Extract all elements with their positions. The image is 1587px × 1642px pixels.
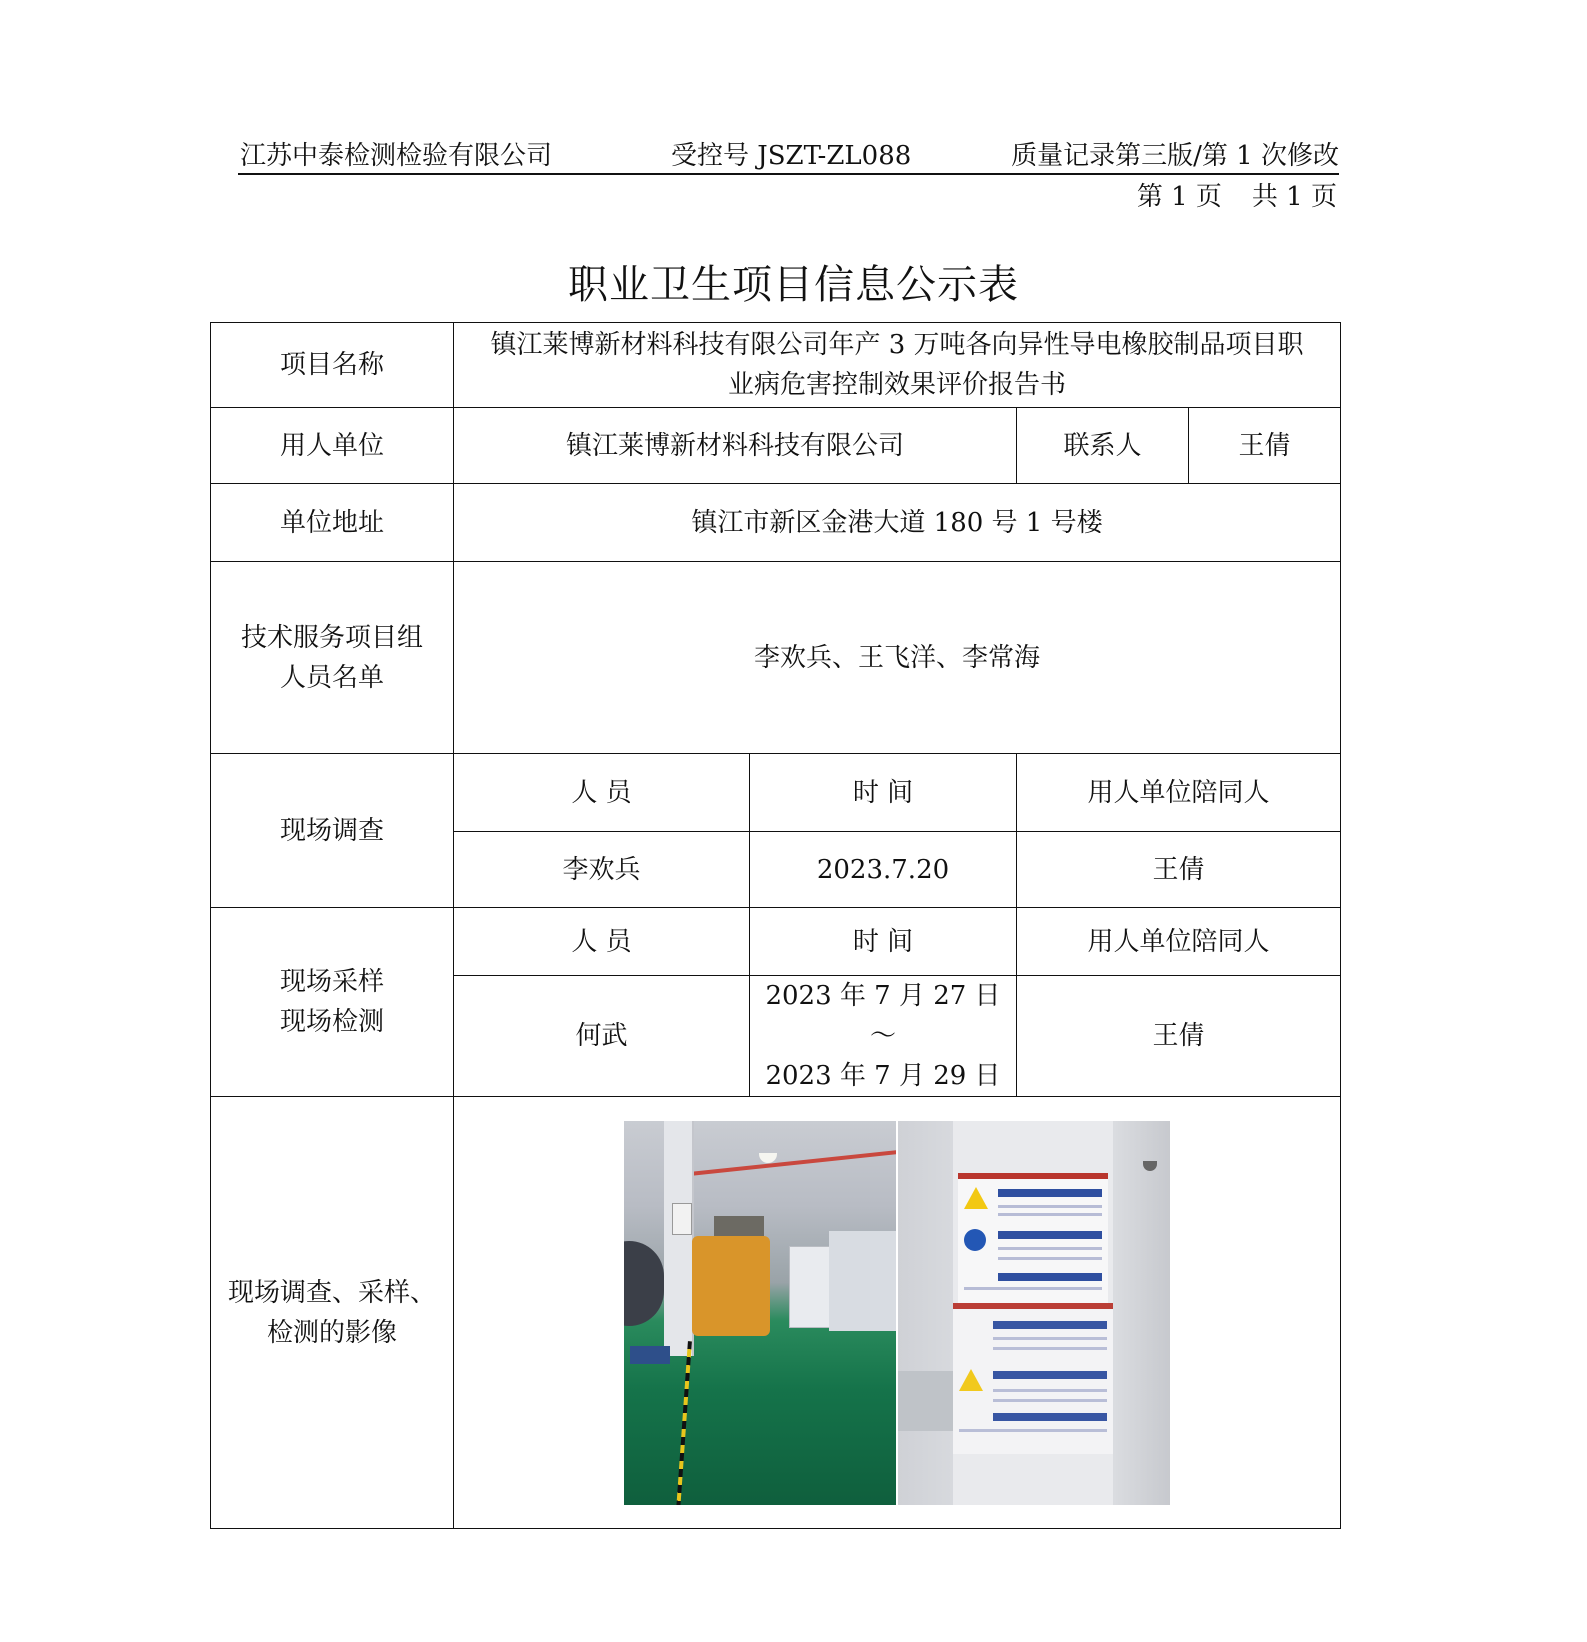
page-number: 第 1 页 [1136, 182, 1222, 212]
project-name-label: 项目名称 [211, 323, 454, 408]
sampling-label-line1: 现场采样 [279, 967, 384, 997]
address-label: 单位地址 [211, 484, 454, 562]
notice-band [993, 1371, 1107, 1379]
control-cabinet [789, 1246, 831, 1328]
page-header [238, 133, 1339, 175]
notice-band [993, 1413, 1107, 1421]
notice-line [993, 1347, 1107, 1350]
project-name-line2: 业病危害控制效果评价报告书 [728, 370, 1067, 400]
info-table [210, 322, 1341, 1529]
document-title: 职业卫生项目信息公示表 [568, 262, 1019, 308]
header-control-number: 受控号 JSZT-ZL088 [671, 141, 912, 171]
hazard-notice-card-1 [958, 1173, 1108, 1304]
notice-band [998, 1189, 1102, 1197]
images-cell [454, 1097, 1341, 1529]
team-value: 李欢兵、王飞洋、李常海 [454, 562, 1341, 754]
notice-line [959, 1429, 1107, 1432]
sampling-col-person: 人 员 [454, 908, 750, 976]
contact-label: 联系人 [1017, 408, 1189, 484]
photo-strip [460, 1121, 1334, 1505]
employer-value: 镇江莱博新材料科技有限公司 [454, 408, 1017, 484]
window [898, 1371, 953, 1431]
images-label-line1: 现场调查、采样、 [227, 1277, 436, 1308]
mask-circle-icon [964, 1229, 988, 1253]
survey-escort: 王倩 [1017, 832, 1341, 908]
notice-band [998, 1231, 1102, 1239]
project-name-line1: 镇江莱博新材料科技有限公司年产 3 万吨各向异性导电橡胶制品项目职 [490, 330, 1304, 360]
ceiling-lamp [1143, 1161, 1157, 1171]
employer-label: 用人单位 [211, 408, 454, 484]
ceiling-beam [684, 1149, 896, 1176]
sampling-col-time: 时 间 [750, 908, 1017, 976]
sampling-time [750, 976, 1017, 1097]
sampling-escort: 王倩 [1017, 976, 1341, 1097]
header-company: 江苏中泰检测检验有限公司 [240, 141, 553, 171]
notice-line [964, 1287, 1102, 1290]
notice-line [993, 1399, 1107, 1402]
team-label [211, 562, 454, 754]
row-sampling-header [211, 908, 1341, 976]
notice-band [998, 1273, 1102, 1281]
contact-value: 王倩 [1189, 408, 1341, 484]
project-name-value [454, 323, 1341, 408]
address-value: 镇江市新区金港大道 180 号 1 号楼 [454, 484, 1341, 562]
team-label-line1: 技术服务项目组 [240, 622, 423, 653]
survey-col-escort: 用人单位陪同人 [1017, 754, 1341, 832]
warning-triangle-icon [964, 1187, 988, 1211]
warning-sign [672, 1203, 692, 1235]
row-survey-header [211, 754, 1341, 832]
notice-line [998, 1257, 1102, 1260]
row-employer [211, 408, 1341, 484]
cart [630, 1346, 670, 1364]
row-team [211, 562, 1341, 754]
ceiling-lamp [759, 1153, 777, 1163]
row-images [211, 1097, 1341, 1529]
row-project-name [211, 323, 1341, 408]
sampling-label [211, 908, 454, 1097]
survey-person: 李欢兵 [454, 832, 750, 908]
photo-notice-board [898, 1121, 1170, 1505]
back-wall [829, 1231, 896, 1331]
sampling-col-escort: 用人单位陪同人 [1017, 908, 1341, 976]
notice-line [993, 1337, 1107, 1340]
notice-line [993, 1389, 1107, 1392]
sampling-time-line2: 2023 年 7 月 29 日 [765, 1061, 1001, 1091]
notice-band [993, 1321, 1107, 1329]
survey-time: 2023.7.20 [750, 832, 1017, 908]
notice-line [998, 1247, 1102, 1250]
sampling-label-line2: 现场检测 [279, 1007, 384, 1037]
row-address [211, 484, 1341, 562]
page-total: 共 1 页 [1251, 182, 1337, 212]
tank [624, 1241, 664, 1326]
survey-label: 现场调查 [211, 754, 454, 908]
pillar [664, 1121, 694, 1356]
survey-col-time: 时 间 [750, 754, 1017, 832]
sampling-time-line1: 2023 年 7 月 27 日～ [765, 981, 1001, 1051]
sampling-person: 何武 [454, 976, 750, 1097]
team-label-line2: 人员名单 [279, 662, 384, 693]
warning-triangle-icon [959, 1369, 983, 1393]
images-label-line2: 检测的影像 [266, 1317, 397, 1348]
header-version: 质量记录第三版/第 1 次修改 [1011, 141, 1339, 171]
floor-safety-stripe [676, 1341, 692, 1505]
images-label [211, 1097, 454, 1529]
survey-col-person: 人 员 [454, 754, 750, 832]
page-info [1131, 176, 1337, 213]
notice-line [998, 1205, 1102, 1208]
photo-factory-floor [624, 1121, 896, 1505]
hazard-notice-card-2 [953, 1303, 1113, 1454]
notice-line [998, 1213, 1102, 1216]
yellow-machine [692, 1236, 770, 1336]
